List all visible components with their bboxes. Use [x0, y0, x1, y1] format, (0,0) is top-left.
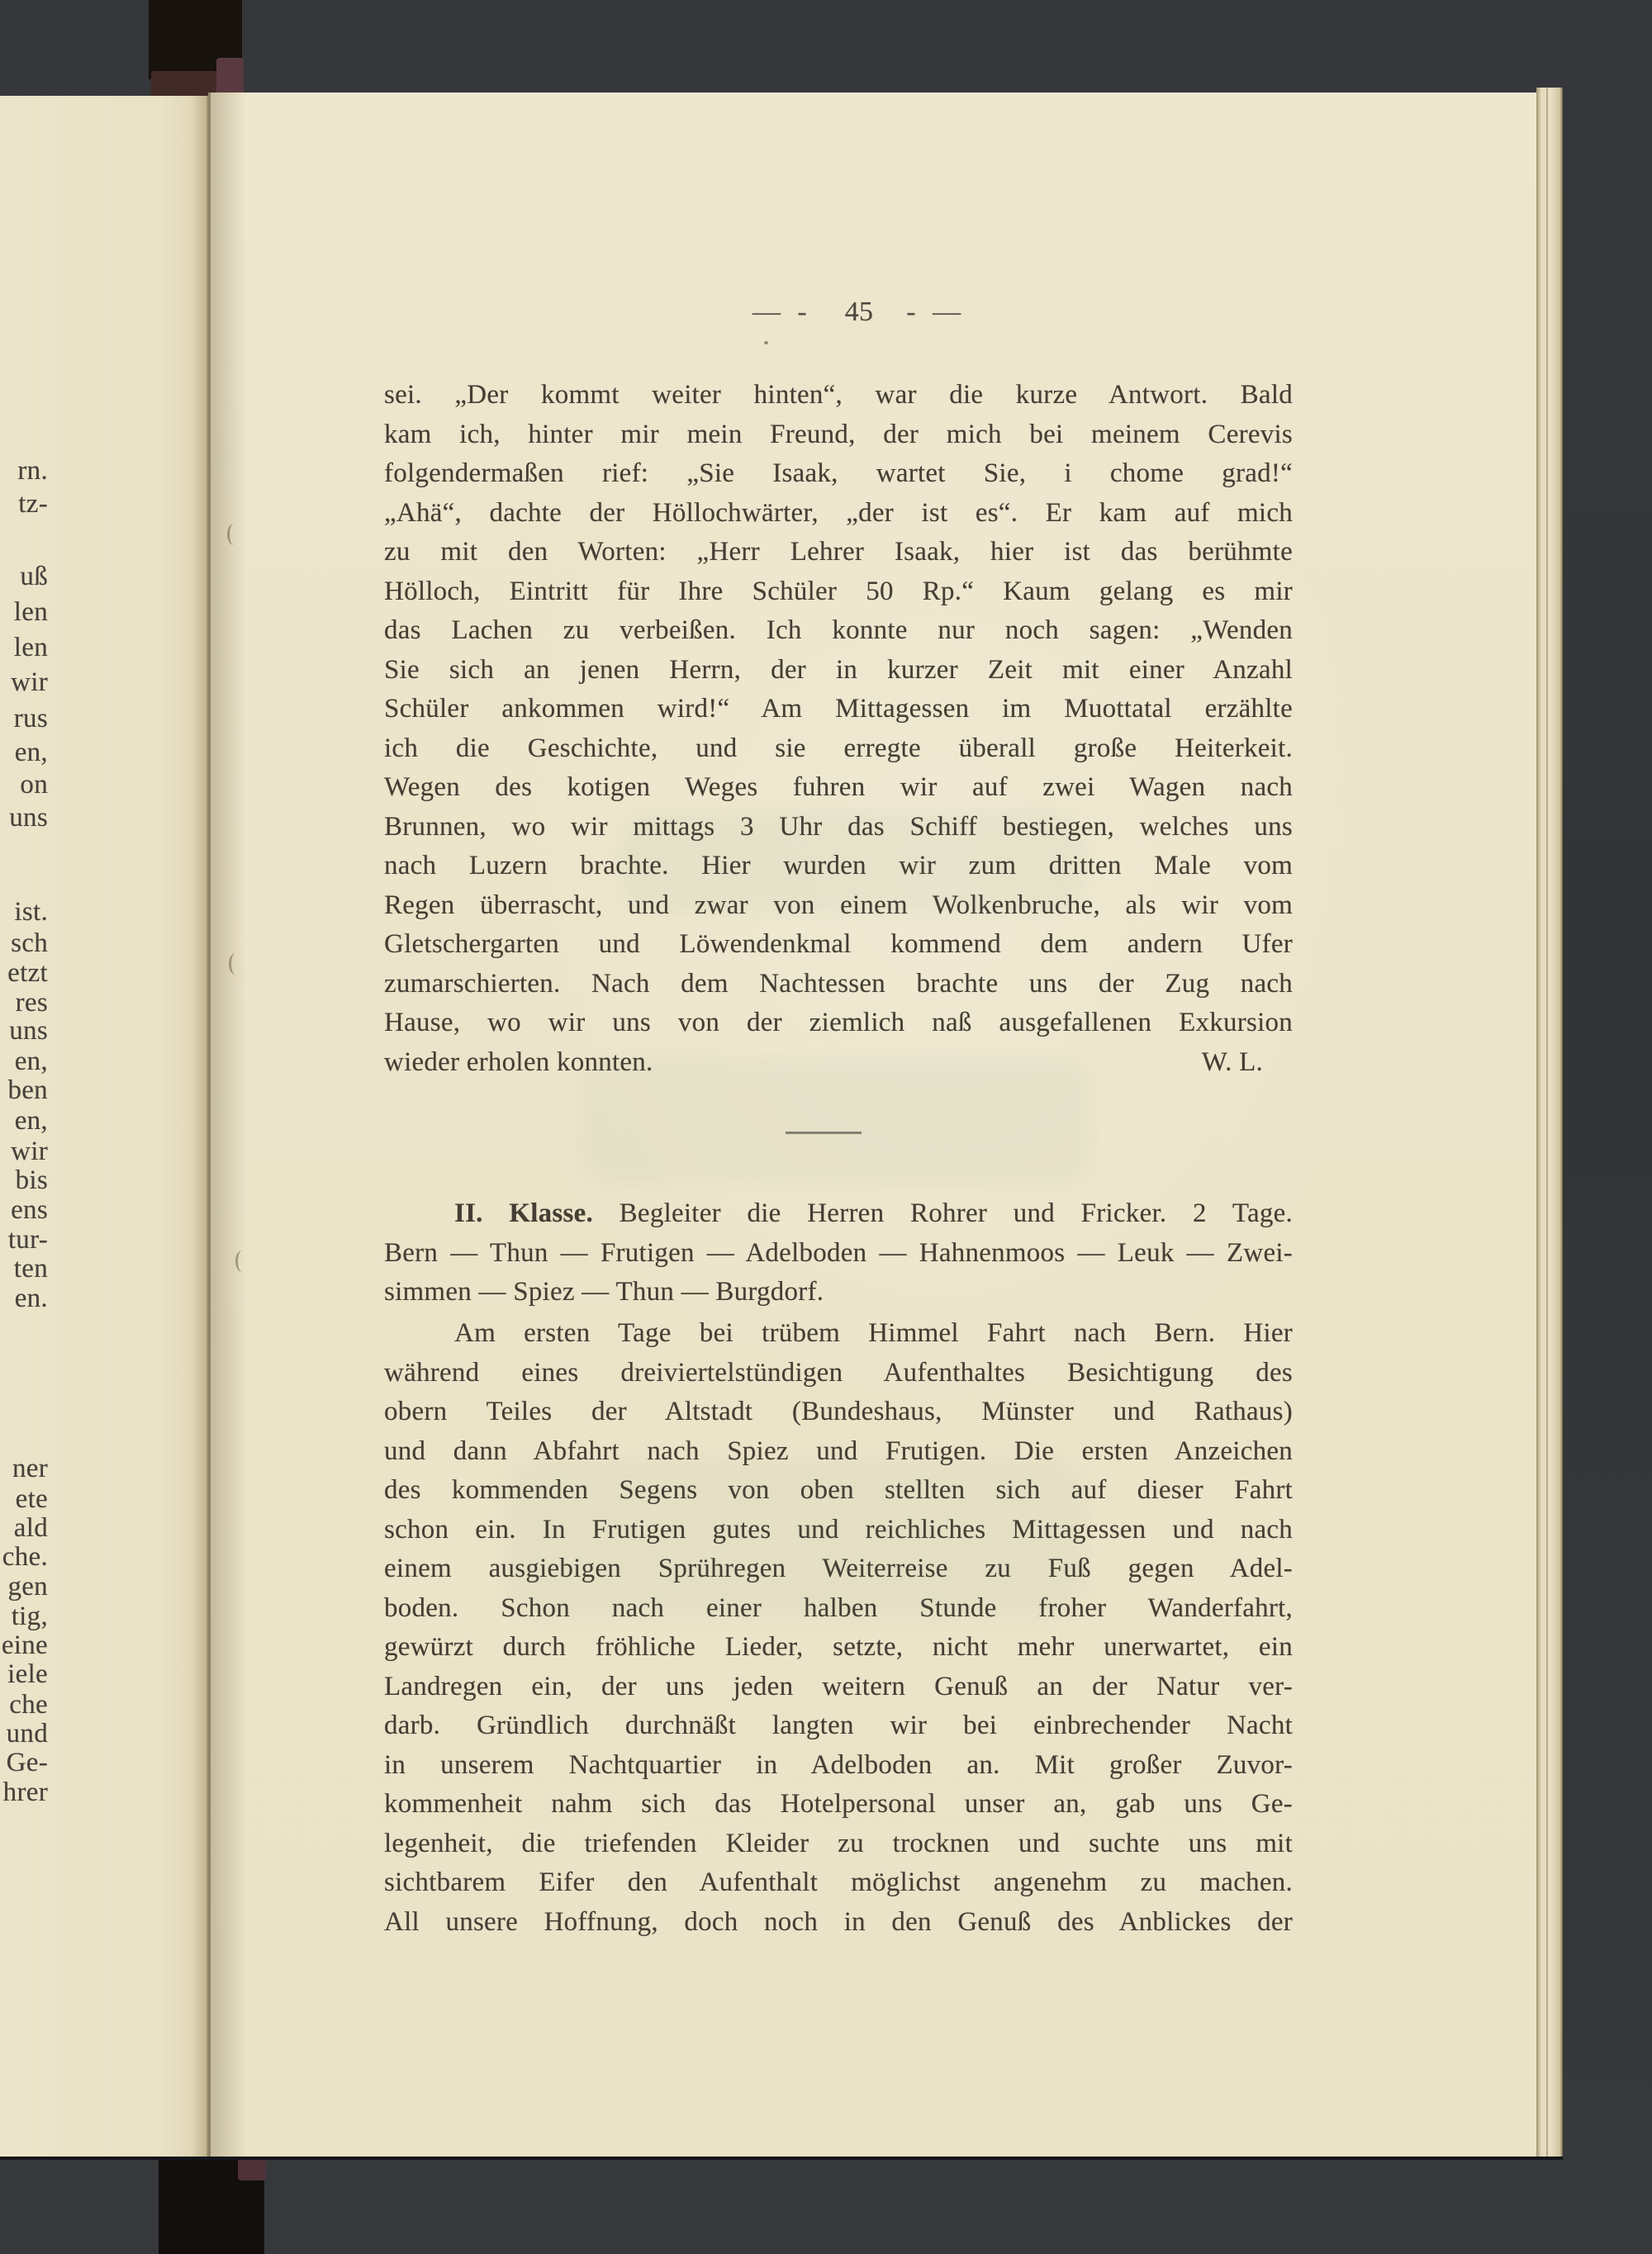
text-line: zumarschierten. Nach dem Nachtessen brachte uns der Zug nach	[384, 968, 1293, 999]
margin-fragment: tur-	[7, 1225, 48, 1255]
page-stack-edge	[1536, 88, 1563, 2157]
margin-fragment: ten	[13, 1254, 48, 1284]
text-line: Gletschergarten und Löwendenkmal kommend dem andern Ufer	[384, 929, 1293, 959]
margin-fragment: bis	[15, 1165, 48, 1195]
closing-line	[384, 1043, 1293, 1083]
margin-fragment: tig,	[11, 1602, 48, 1631]
margin-fragment: rn.	[17, 456, 48, 486]
author-initials: W. L.	[1201, 1046, 1263, 1077]
margin-fragment: ete	[15, 1484, 48, 1514]
text-line: kam ich, hinter mir mein Freund, der mich bei meinem Cerevis	[384, 419, 1293, 449]
page-bottom-edge-shadow	[0, 2157, 1563, 2160]
text-line: „Ahä“, dachte der Höllochwärter, „der ist es“. Er kam auf mich	[384, 497, 1293, 528]
margin-fragment: gen	[7, 1572, 48, 1602]
margin-fragment: ens	[11, 1195, 48, 1225]
text-line: in unserem Nachtquartier in Adelboden an. Mit großer Zuvor-	[384, 1749, 1293, 1780]
margin-fragment: en.	[14, 1284, 48, 1313]
margin-fragment: sch	[11, 928, 48, 958]
text-line: ich die Geschichte, und sie erregte überall große Heiterkeit.	[384, 733, 1293, 763]
text-line: sichtbarem Eifer den Aufenthalt möglichst angenehm zu machen.	[384, 1867, 1293, 1897]
page-curl-mark	[235, 1250, 249, 1272]
margin-fragment: Ge-	[6, 1748, 48, 1777]
header-dash-right: - —	[906, 297, 966, 327]
text-line: Schüler ankommen wird!“ Am Mittagessen im Muottatal erzählte	[384, 694, 1293, 724]
text-line: Sie sich an jenen Herrn, der in kurzer Zeit mit einer Anzahl	[384, 654, 1293, 685]
text-line: darb. Gründlich durchnäßt langten wir bei einbrechender Nacht	[384, 1711, 1293, 1740]
stain-speck	[764, 341, 768, 344]
margin-fragment: rus	[13, 704, 48, 733]
section-heading-rest: Begleiter die Herren Rohrer und Fricker. 2 Tage.	[593, 1198, 1294, 1228]
text-line: des kommenden Segens von oben stellten sich auf dieser Fahrt	[384, 1475, 1293, 1505]
margin-fragment: len	[13, 597, 48, 627]
margin-fragment: etzt	[7, 958, 48, 988]
margin-fragment: uns	[9, 803, 48, 833]
text-line: Brunnen, wo wir mittags 3 Uhr das Schiff bestiegen, welches uns	[384, 811, 1293, 842]
paragraph-report	[384, 1314, 1293, 1942]
route-line: Bern — Thun — Frutigen — Adelboden — Hahnenmoos — Leuk — Zwei-	[384, 1237, 1293, 1268]
margin-fragment: on	[20, 770, 48, 800]
section-separator-rule	[786, 1132, 862, 1134]
margin-fragment: ist.	[14, 897, 48, 927]
margin-fragment: len	[13, 633, 48, 662]
text-line: Am ersten Tage bei trübem Himmel Fahrt nach Bern. Hier	[454, 1318, 1293, 1348]
text-line: Wegen des kotigen Weges fuhren wir auf zwei Wagen nach	[384, 772, 1293, 802]
margin-fragment: eine	[1, 1630, 48, 1660]
margin-fragment: ald	[13, 1513, 48, 1543]
text-line: legenheit, die triefenden Kleider zu trocknen und suchte uns mit	[384, 1828, 1293, 1858]
margin-fragment: ben	[7, 1075, 48, 1105]
margin-fragment: res	[15, 988, 48, 1018]
section-title: II. Klasse.	[454, 1198, 594, 1228]
text-line: sei. „Der kommt weiter hinten“, war die kurze Antwort. Bald	[384, 380, 1293, 410]
margin-fragment: wir	[11, 667, 48, 697]
text-line: obern Teiles der Altstadt (Bundeshaus, Münster und Rathaus)	[384, 1397, 1293, 1426]
text-line: schon ein. In Frutigen gutes und reichliches Mittagessen und nach	[384, 1514, 1293, 1545]
margin-fragment: en,	[14, 738, 48, 767]
section-heading-line	[384, 1194, 1293, 1234]
margin-fragment: en,	[14, 1046, 48, 1076]
text-line: das Lachen zu verbeißen. Ich konnte nur noch sagen: „Wenden	[384, 615, 1293, 645]
route-line: simmen — Spiez — Thun — Burgdorf.	[384, 1277, 824, 1307]
margin-fragment: uns	[9, 1016, 48, 1046]
text-line: einem ausgiebigen Sprühregen Weiterreise zu Fuß gegen Adel-	[384, 1554, 1293, 1583]
margin-fragment: ner	[12, 1454, 48, 1483]
margin-fragment: tz-	[18, 489, 48, 519]
book-page	[208, 93, 1536, 2157]
page-curl-mark	[229, 953, 242, 975]
margin-fragment: che	[9, 1690, 48, 1720]
text-line: Regen überrascht, und zwar von einem Wolkenbruche, als wir vom	[384, 890, 1293, 920]
text-line: und dann Abfahrt nach Spiez und Frutigen. Die ersten Anzeichen	[384, 1435, 1293, 1466]
margin-fragment: hrer	[2, 1777, 48, 1807]
margin-fragment: en,	[14, 1106, 48, 1136]
text-line: kommenheit nahm sich das Hotelpersonal unser an, gab uns Ge-	[384, 1789, 1293, 1819]
text-line: Hause, wo wir uns von der ziemlich naß ausgefallenen Exkursion	[384, 1008, 1293, 1037]
text-line: nach Luzern brachte. Hier wurden wir zum dritten Male vom	[384, 851, 1293, 880]
margin-fragment: wir	[11, 1136, 48, 1166]
text-line: wieder erholen konnten.	[384, 1046, 653, 1077]
page-curl-mark	[227, 524, 240, 545]
text-line: Hölloch, Eintritt für Ihre Schüler 50 Rp.“ Kaum gelang es mir	[384, 576, 1293, 606]
text-line: folgendermaßen rief: „Sie Isaak, wartet Sie, i chome grad!“	[384, 458, 1293, 488]
text-line: All unsere Hoffnung, doch noch in den Genuß des Anblickes der	[384, 1906, 1293, 1937]
text-line: während eines dreiviertelstündigen Aufenthaltes Besichtigung des	[384, 1357, 1293, 1388]
margin-fragment: uß	[20, 562, 48, 591]
page-number: 45	[844, 297, 874, 327]
text-line: boden. Schon nach einer halben Stunde froher Wanderfahrt,	[384, 1592, 1293, 1623]
header-dash-left: — -	[752, 297, 812, 327]
gutter-shadow	[208, 93, 246, 2157]
facing-page-edge	[0, 96, 208, 2157]
margin-fragment: che.	[2, 1542, 48, 1572]
page-stack-edge-line	[1546, 88, 1548, 2157]
paragraph-continuation	[384, 376, 1293, 1082]
margin-fragment: und	[6, 1719, 48, 1749]
section-heading-block	[384, 1194, 1293, 1312]
text-line: gewürzt durch fröhliche Lieder, setzte, nicht mehr unerwartet, ein	[384, 1632, 1293, 1662]
margin-fragment: iele	[7, 1659, 48, 1689]
text-line: zu mit den Worten: „Herr Lehrer Isaak, hier ist das berühmte	[384, 537, 1293, 567]
page-header	[405, 296, 1313, 329]
text-line: Landregen ein, der uns jeden weitern Genuß an der Natur ver-	[384, 1671, 1293, 1701]
